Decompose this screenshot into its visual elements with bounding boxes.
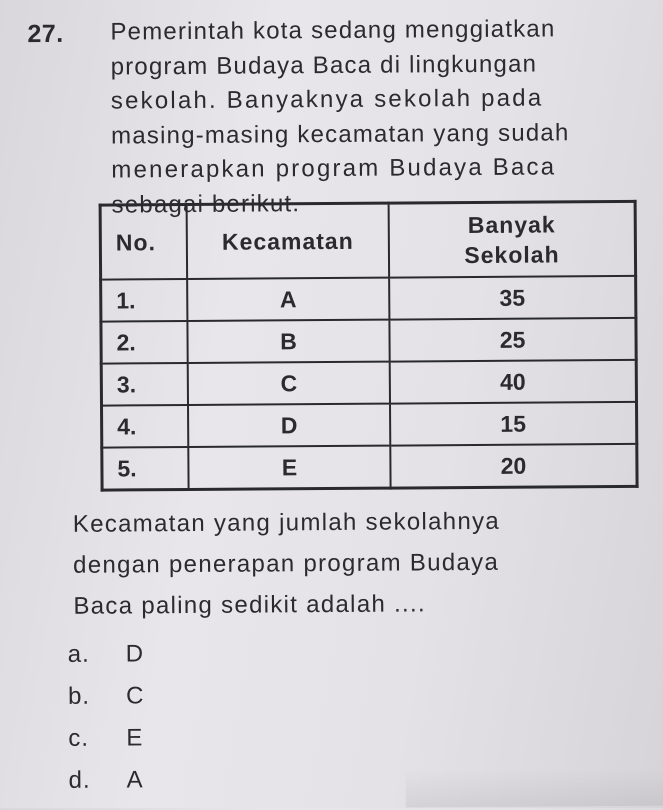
option-d[interactable] [68,759,145,802]
cell-count: 35 [389,276,636,320]
option-value: A [126,766,144,794]
cell-no: 4. [102,405,189,448]
cell-no: 3. [101,363,188,406]
table-header-row [100,201,636,279]
question-text [110,12,651,223]
question-line: menerapkan program Budaya Baca [111,153,557,184]
cell-kecamatan: A [187,278,389,321]
cell-kecamatan: D [188,404,390,447]
question-line: sebagai berikut. [111,189,301,219]
option-letter: c. [68,724,90,752]
cell-kecamatan: C [188,362,390,405]
option-letter: b. [67,682,91,710]
option-letter: d. [68,766,91,794]
cell-count: 40 [390,360,637,404]
option-letter: a. [67,640,90,668]
option-value: D [125,640,145,668]
option-a[interactable] [68,633,145,676]
table-row [101,318,636,364]
followup-question [73,500,663,627]
header-kecamatan: Kecamatan [187,203,390,279]
header-banyak-sekolah [389,201,636,277]
followup-line: Kecamatan yang jumlah sekolahnya [72,507,501,538]
question-line: sekolah. Banyaknya sekolah pada [110,84,544,115]
answer-options [68,633,146,802]
schools-per-district-table [99,200,639,492]
table-row [102,402,637,448]
cell-no: 1. [101,279,188,322]
cell-count: 25 [389,318,636,362]
cell-count: 15 [390,402,637,446]
paper-shadow [406,768,663,808]
header-no: No. [100,205,187,280]
question-line: program Budaya Baca di lingkungan [110,50,538,81]
option-b[interactable] [68,675,145,718]
question-number: 27. [27,19,64,49]
cell-no: 2. [101,321,188,364]
table-row [102,444,637,490]
cell-no: 5. [102,447,189,490]
header-banyak-line2: Sekolah [464,241,560,269]
table-row [101,360,636,406]
question-line: masing-masing kecamatan yang sudah [111,118,570,150]
cell-count: 20 [390,444,637,488]
option-value: E [126,724,144,752]
header-banyak-line1: Banyak [467,211,556,239]
cell-kecamatan: B [187,320,389,363]
option-value: C [125,682,145,710]
followup-line: dengan penerapan program Budaya [73,548,500,579]
table-row [101,276,636,322]
question-line: Pemerintah kota sedang menggiatkan [110,15,556,46]
followup-line: Baca paling sedikit adalah .... [73,590,426,620]
option-c[interactable] [68,717,145,760]
cell-kecamatan: E [188,446,390,490]
